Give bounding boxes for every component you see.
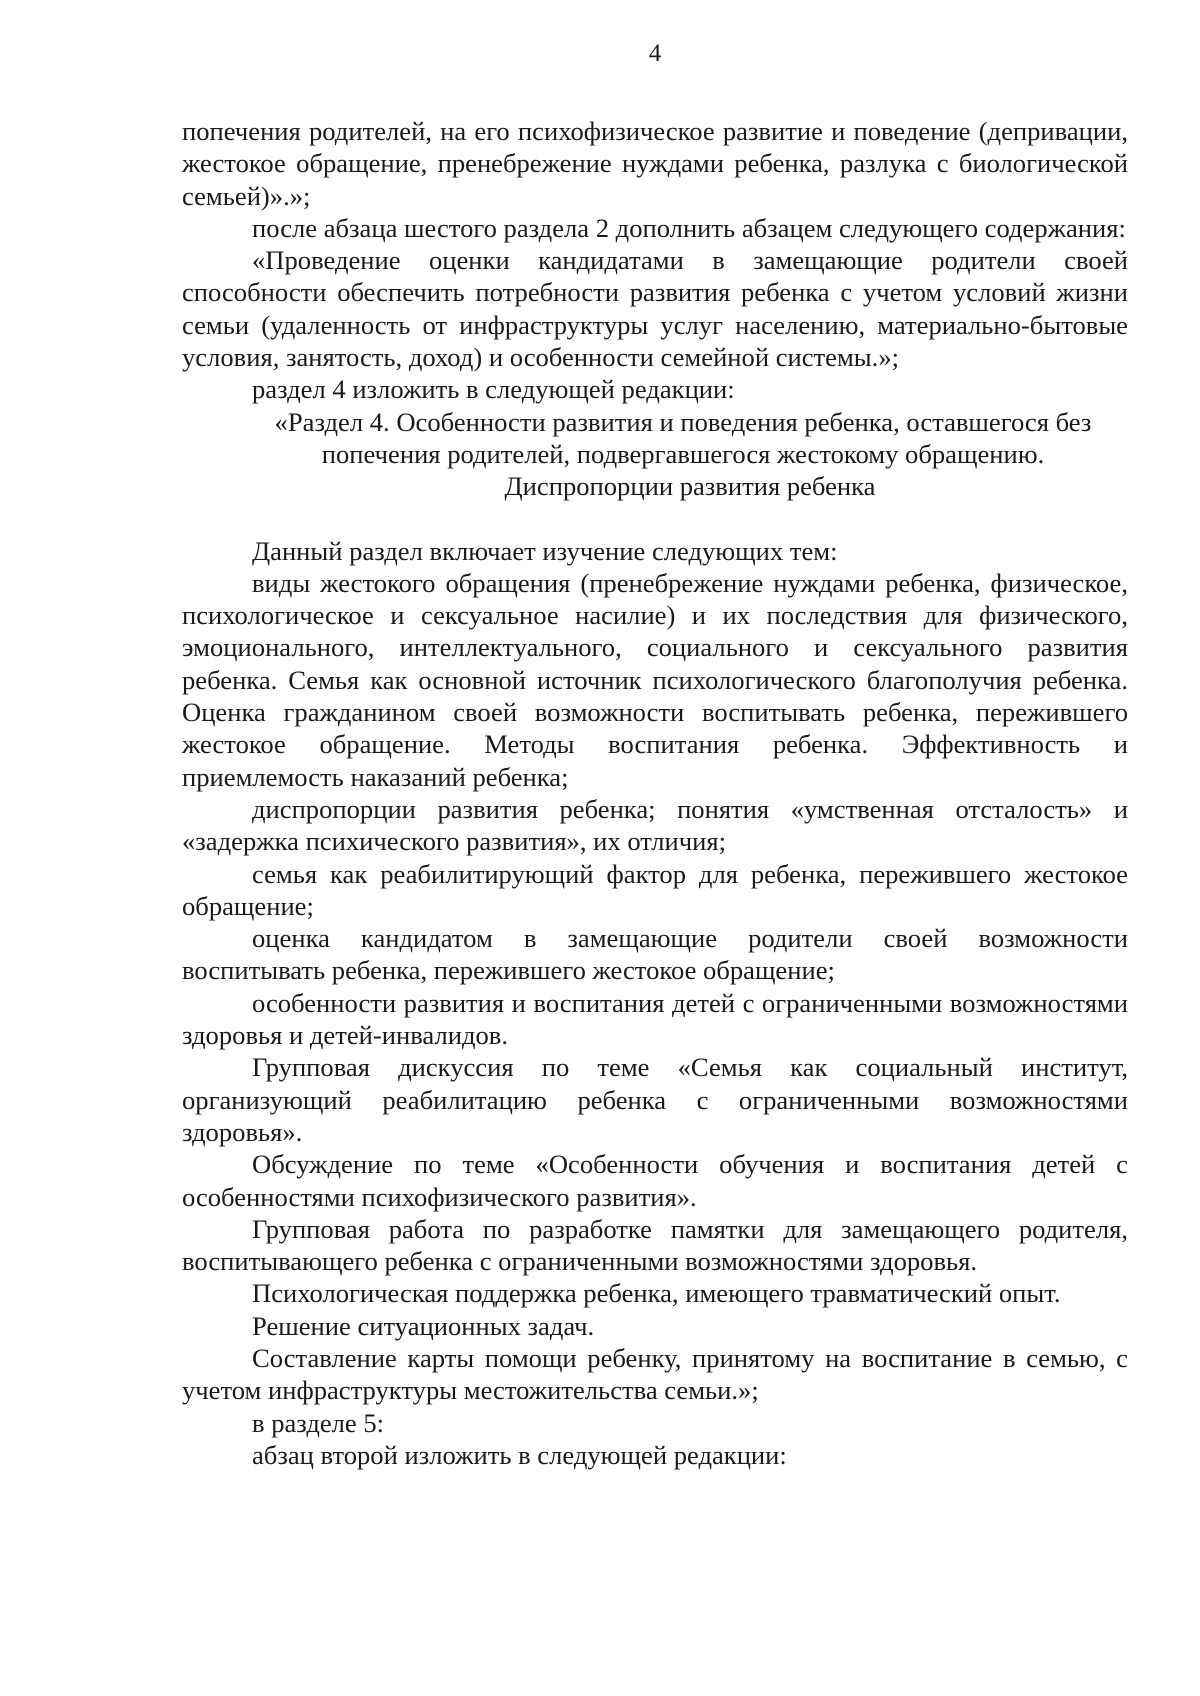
- paragraph-section-instruction: раздел 4 изложить в следующей редакции:: [252, 374, 735, 405]
- paragraph-activity: Решение ситуационных задач.: [252, 1310, 595, 1341]
- document-body: [182, 115, 1128, 1471]
- paragraph-section-intro: Данный раздел включает изучение следующих тем:: [252, 535, 838, 566]
- paragraph-amendment-instruction: после абзаца шестого раздела 2 дополнить абзацем следующего содержания:: [252, 212, 1126, 243]
- paragraph-topic: диспропорции развития ребенка; понятия «умственная отсталость» и «задержка психического развития», их отличия;: [182, 793, 1128, 857]
- paragraph-activity: Составление карты помощи ребенку, принятому на воспитание в семью, с учетом инфраструктуры местожительства семьи.»;: [182, 1342, 1128, 1406]
- paragraph-activity: Групповая работа по разработке памятки для замещающего родителя, воспитывающего ребенка с ограниченными возможностями здоровья.: [182, 1213, 1128, 1277]
- section-subtitle: Диспропорции развития ребенка: [504, 471, 876, 502]
- section-title: «Раздел 4. Особенности развития и поведения ребенка, оставшегося без попечения родителей, подвергавшегося жестокому обращению.: [274, 406, 1092, 469]
- paragraph-activity: Обсуждение по теме «Особенности обучения и воспитания детей с особенностями психофизического развития».: [182, 1149, 1128, 1212]
- paragraph-activity: Психологическая поддержка ребенка, имеющего травматический опыт.: [252, 1278, 1061, 1309]
- paragraph-amendment-instruction: в разделе 5:: [252, 1407, 385, 1438]
- paragraph-amendment-instruction: абзац второй изложить в следующей редакции:: [252, 1439, 787, 1470]
- paragraph-quoted-addition: «Проведение оценки кандидатами в замещающие родители своей способности обеспечить потребности развития ребенка с учетом условий жизни семьи (удаленность от инфраструктуры услуг населению, материально-бытовые условия, занятость, доход) и особенности семейной системы.»;: [182, 245, 1128, 373]
- paragraph-topic: виды жестокого обращения (пренебрежение нуждами ребенка, физическое, психологическое и сексуальное насилие) и их последствия для физического, эмоционального, интеллектуального, социального и сексуального развития ребенка. Семья как основной источник психологического благополучия ребенка. Оценка гражданином своей возможности воспитывать ребенка, пережившего жестокое обращение. Методы воспитания ребенка. Эффективность и приемлемость наказаний ребенка;: [182, 567, 1128, 792]
- paragraph-topic: оценка кандидатом в замещающие родители своей возможности воспитывать ребенка, пережившего жестокое обращение;: [182, 923, 1128, 986]
- page-number: 4: [648, 40, 662, 67]
- paragraph-continuation: попечения родителей, на его психофизическое развитие и поведение (депривации, жестокое обращение, пренебрежение нуждами ребенка, разлука с биологической семьей)».»;: [182, 116, 1128, 211]
- paragraph-topic: особенности развития и воспитания детей с ограниченными возможностями здоровья и детей-инвалидов.: [182, 987, 1128, 1051]
- paragraph-activity: Групповая дискуссия по теме «Семья как социальный институт, организующий реабилитацию ребенка с ограниченными возможностями здоровья».: [182, 1052, 1128, 1147]
- paragraph-topic: семья как реабилитирующий фактор для ребенка, пережившего жестокое обращение;: [182, 858, 1128, 921]
